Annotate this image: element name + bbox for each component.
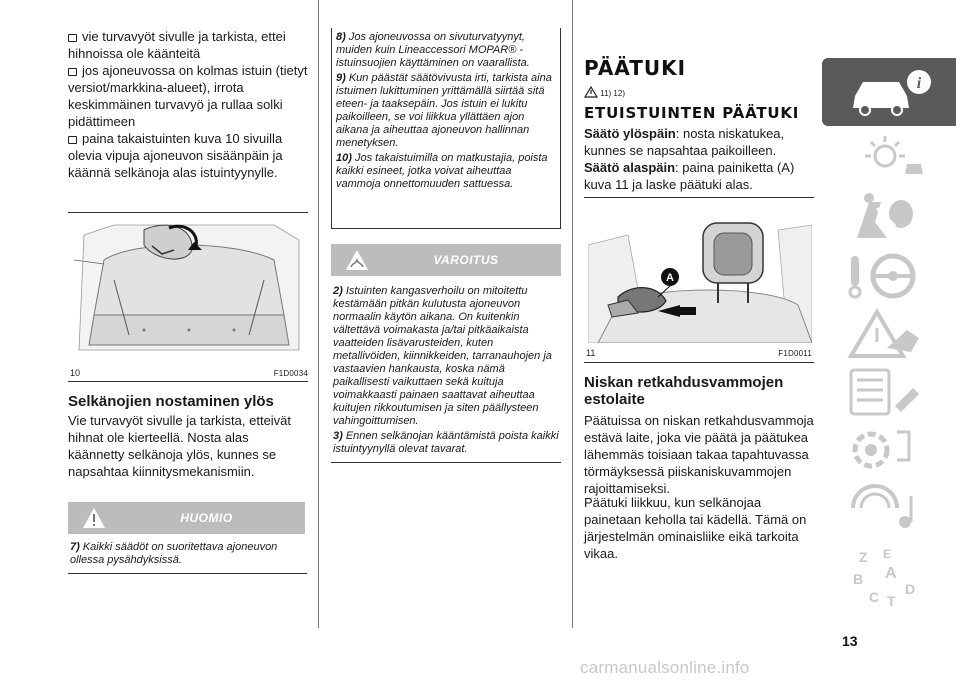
list-item: paina takaistuinten kuva 10 sivuilla olevia vipuja ajoneuvon sisäänpäin ja käännä selkänoja alas istuintyynylle. [68,131,283,180]
bullet-list [68,28,308,181]
notes-content [332,28,560,196]
page-number: 13 [842,633,858,649]
warning-title: HUOMIO [180,511,233,525]
tab-index[interactable] [822,536,956,609]
warning-header [68,502,305,534]
figure-bottom-rule [584,362,814,363]
tab-emergency[interactable] [822,302,956,354]
tab-safety[interactable] [822,186,956,238]
headrest-adjustment-image [588,205,812,343]
list-item: vie turvavyöt sivulle ja tarkista, ettei hihnoissa ole käänteitä [68,29,286,61]
index-icon [847,542,937,612]
svg-text:E: E [883,547,892,561]
technical-data-icon [847,424,927,476]
adjust-down-label: Säätö alaspäin [584,160,676,175]
note-item: 8) Jos ajoneuvossa on sivuturvatyynyt, muiden kuin Lineaccessori MOPAR® -istuinsuojien käyttäminen on vaarallista. [336,31,530,69]
watermark: carmanualsonline.info [580,658,750,677]
paragraph: Vie turvavyöt sivulle ja tarkista, etteivät hihnat ole kierteellä. Nosta alas käännetty selkänoja ylös, kunnes se napsahtaa kiinnitysmekanismiin. [68,413,292,479]
svg-text:T: T [887,593,896,609]
tab-start-driving[interactable] [822,244,956,296]
warning-road-icon [847,308,927,360]
adjust-up-paragraph: Säätö ylöspäin: nosta niskatukea, kunnes se napsahtaa paikoilleen. [584,126,785,158]
paragraph: Päätuissa on niskan retkahdusvammoja estävä laite, joka vie päätä ja päätukea lähemmäs toisiaan takaa tapahtuvassa törmäyksessä piiskaniskuvammojen rajoittamiseksi. [584,413,814,496]
figure-code: F1D0034 [273,369,308,378]
warning-item: 3) Ennen selkänojan kääntämistä poista kaikki istuintyynyllä olevat tavarat. [333,430,559,455]
multimedia-icon [847,482,927,534]
column-divider [318,0,319,628]
service-maintenance-icon [847,366,927,418]
start-driving-icon [847,250,927,302]
svg-text:C: C [869,589,880,605]
warning-content [68,539,307,574]
rear-seat-fold-image [74,220,302,360]
svg-text:D: D [905,581,916,597]
headrest-illustration [588,205,812,343]
list-item: jos ajoneuvossa on kolmas istuin (tietyt versiot/markkina-alueet), irrota keskimmäinen turvavyö ja rullaa solki pidättimeen [68,63,308,129]
callout-a: A [666,272,674,284]
bullet-box-icon [68,136,77,144]
rear-seat-illustration [74,220,302,360]
airbag-safety-icon [847,192,927,244]
svg-text:Z: Z [859,549,868,565]
figure-number: 10 [70,368,81,378]
bullet-box-icon [68,34,77,42]
warning-title: VAROITUS [433,253,499,267]
subsection-title: ETUISTUINTEN PÄÄTUKI [584,104,800,122]
tab-service[interactable] [822,360,956,412]
note-item: 10) Jos takaistuimilla on matkustajia, poista kaikki esineet, jotka voivat aiheuttaa vammoja onnettomuuden sattuessa. [336,152,548,190]
car-info-icon [847,64,937,124]
tab-dashboard-lights[interactable] [822,128,956,180]
adjust-up-label: Säätö ylöspäin [584,126,676,141]
notes-box [331,28,561,229]
section-title: PÄÄTUKI [584,56,687,80]
subheading: Niskan retkahdusvammojen estolaite [584,374,784,408]
warning-triangle-icon [584,86,598,98]
reference-notes: 11) 12) [584,86,625,98]
paragraph: Päätuki liikkuu, kun selkänojaa painetaan keholla tai kädellä. Tämä on järjestelmän ominaisliike eikä tarkoita vikaa. [584,495,807,561]
warning-header [331,244,561,276]
note-item: 9) Kun päästät säätövivusta irti, tarkista aina istuimen lukittuminen yrittämällä siirtää sitä eteen- ja taaksepäin. Jos istuin ei lukitu paikoilleen, se voi liikkua yllättäen ajon aikana ja aiheuttaa ajoneuvon hallinnan menetyksen. [336,72,552,149]
figure-code: F1D0011 [778,349,812,358]
tab-technical-data[interactable] [822,418,956,470]
figure-top-rule [584,197,814,198]
figure-top-rule [68,212,308,213]
subheading: Selkänojien nostaminen ylös [68,393,274,410]
dashboard-lights-icon [847,134,927,182]
column-divider [572,0,573,628]
warning-item: 2) Istuinten kangasverhoilu on mitoitettu kestämään pitkän kulutusta ajoneuvon normaalin käytön aikana. On kuitenkin vältettävä voimakasta ja/tai pitkäaikaista vaatteiden lisävarusteiden, kuten metallivöiden, kiinnikkeiden, tarranauhojen ja vastaavien hankausta, koska nämä paikallisesti vaikuttaen sekä kuituja voimakkaasti painaen saattavat aiheuttaa kuitujen rikkoutumisen ja siten päällysteen vahingoittumisen. [333,285,552,427]
tab-car-info[interactable] [822,58,956,126]
bullet-box-icon [68,68,77,76]
warning-item: 7) Kaikki säädöt on suoritettava ajoneuvon ollessa pysähdyksissä. [70,541,278,566]
figure-number: 11 [586,348,596,358]
svg-text:A: A [885,565,897,582]
figure-bottom-rule [68,381,308,382]
tab-multimedia[interactable] [822,476,956,528]
svg-text:B: B [853,571,864,587]
svg-text:i: i [916,75,922,92]
warning-content [331,283,561,463]
adjust-down-paragraph: Säätö alaspäin: paina painiketta (A) kuva 11 ja laske päätuki alas. [584,160,795,192]
